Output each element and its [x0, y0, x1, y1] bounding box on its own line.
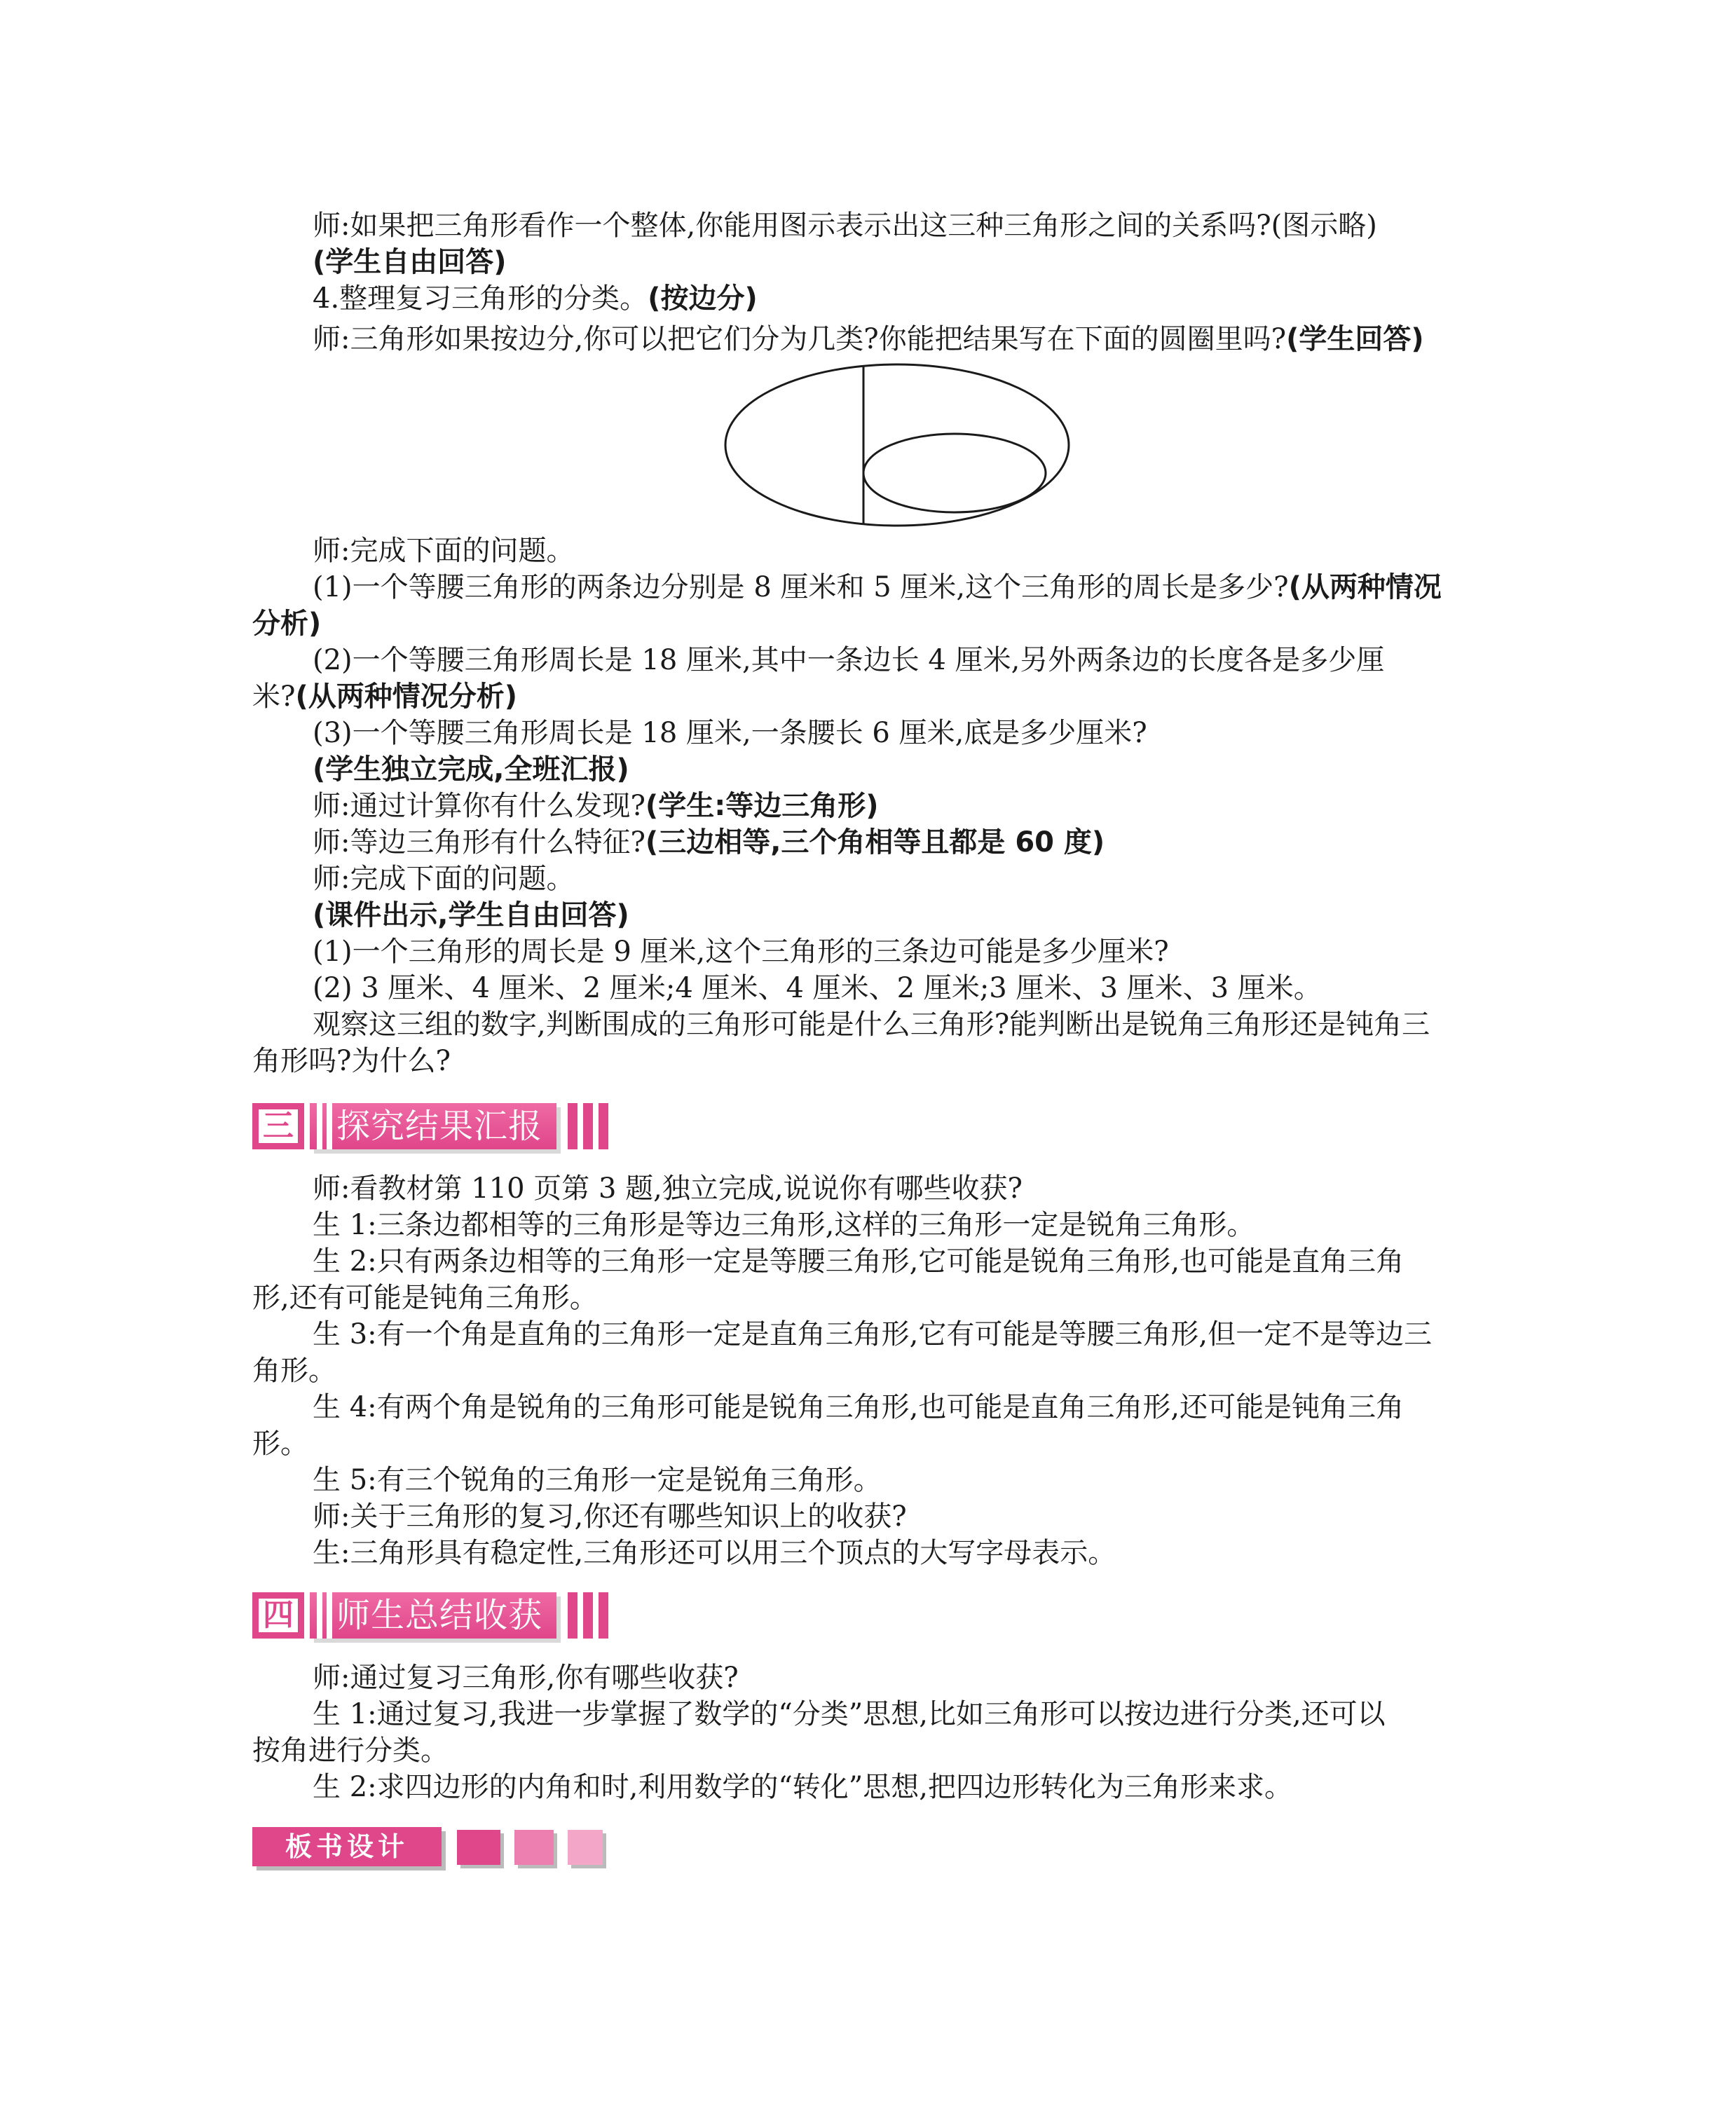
text-line: 师:看教材第 110 页第 3 题,独立完成,说说你有哪些收获?	[313, 1172, 1023, 1205]
bar-stripe	[317, 1103, 322, 1149]
section-number: 三	[257, 1107, 300, 1145]
classification-circle-diagram	[722, 361, 1072, 529]
text-fragment: 师:三角形如果按边分,你可以把它们分为几类?你能把结果写在下面的圆圈里吗?	[313, 323, 1287, 355]
text-line: 形。	[252, 1428, 308, 1460]
decor-square	[514, 1830, 554, 1865]
text-line: 生 1:通过复习,我进一步掌握了数学的“分类”思想,比如三角形可以按边进行分类,还可以	[313, 1698, 1386, 1730]
bar-stripe	[327, 1592, 332, 1639]
text-line: (学生自由回答)	[313, 246, 507, 278]
text-line: (1)一个三角形的周长是 9 厘米,这个三角形的三条边可能是多少厘米?	[313, 936, 1169, 968]
text-line: 角形吗?为什么?	[252, 1045, 451, 1077]
text-line: 角形。	[252, 1355, 336, 1387]
text-line: 分析)	[252, 608, 322, 640]
section-number: 四	[257, 1596, 300, 1634]
text-line: (课件出示,学生自由回答)	[313, 899, 629, 931]
inner-ellipse	[863, 434, 1046, 512]
text-line: 师:通过复习三角形,你有哪些收获?	[313, 1662, 739, 1694]
text-line: 师:如果把三角形看作一个整体,你能用图示表示出这三种三角形之间的关系吗?(图示略)	[313, 210, 1377, 242]
decor-square	[457, 1830, 500, 1865]
section-number-box	[252, 1103, 304, 1149]
section-header-3	[252, 1103, 635, 1149]
text-line: 生 1:三条边都相等的三角形是等边三角形,这样的三角形一定是锐角三角形。	[313, 1209, 1255, 1241]
text-line: 生 2:求四边形的内角和时,利用数学的“转化”思想,把四边形转化为三角形来求。	[313, 1771, 1292, 1803]
text-fragment: (从两种情况分析)	[295, 681, 518, 713]
text-line: (3)一个等腰三角形周长是 18 厘米,一条腰长 6 厘米,底是多少厘米?	[313, 717, 1147, 749]
text-fragment: (从两种情况	[1288, 571, 1442, 603]
section-title: 探究结果汇报	[336, 1107, 543, 1146]
text-line: 观察这三组的数字,判断围成的三角形可能是什么三角形?能判断出是锐角三角形还是钝角三	[313, 1008, 1430, 1041]
section-number-box	[252, 1592, 304, 1639]
text-line: 生 4:有两个角是锐角的三角形可能是锐角三角形,也可能是直角三角形,还可能是钝角三角	[313, 1391, 1404, 1423]
bar-stripe	[317, 1592, 322, 1639]
text-line: 按角进行分类。	[252, 1735, 449, 1767]
bar-tail	[599, 1103, 608, 1149]
decor-square	[568, 1830, 603, 1865]
bar-tail	[583, 1103, 593, 1149]
bar-stripe	[327, 1103, 332, 1149]
bar-tail	[599, 1592, 608, 1639]
text-line: (2) 3 厘米、4 厘米、2 厘米;4 厘米、4 厘米、2 厘米;3 厘米、3 厘米、3 厘米。	[313, 972, 1322, 1004]
section-title: 师生总结收获	[336, 1596, 543, 1635]
text-fragment: 米?	[252, 681, 296, 713]
text-line	[313, 569, 1442, 606]
text-line: 生 2:只有两条边相等的三角形一定是等腰三角形,它可能是锐角三角形,也可能是直角三角	[313, 1245, 1404, 1278]
text-line	[313, 788, 878, 824]
text-fragment: 4.整理复习三角形的分类。	[313, 282, 648, 315]
text-line: 师:完成下面的问题。	[313, 863, 575, 895]
board-design-header	[252, 1827, 617, 1872]
text-line: 生:三角形具有稳定性,三角形还可以用三个顶点的大写字母表示。	[313, 1537, 1116, 1569]
text-line: 生 5:有三个锐角的三角形一定是锐角三角形。	[313, 1464, 882, 1496]
text-line	[313, 280, 758, 317]
bar-tail	[568, 1103, 577, 1149]
text-fragment: (三边相等,三个角相等且都是 60 度)	[645, 826, 1105, 859]
text-fragment: (学生回答)	[1286, 323, 1424, 355]
section-header-4	[252, 1592, 635, 1639]
text-fragment: (学生:等边三角形)	[645, 790, 879, 822]
text-line	[252, 678, 517, 715]
bar-tail	[583, 1592, 593, 1639]
board-design-label: 板书设计	[252, 1827, 442, 1866]
text-line: (学生独立完成,全班汇报)	[313, 753, 629, 786]
text-line: 师:完成下面的问题。	[313, 535, 575, 567]
text-fragment: (1)一个等腰三角形的两条边分别是 8 厘米和 5 厘米,这个三角形的周长是多少?	[313, 571, 1289, 603]
bar-tail	[568, 1592, 577, 1639]
text-line	[313, 321, 1424, 357]
text-fragment: (按边分)	[648, 282, 758, 315]
text-line: 师:关于三角形的复习,你还有哪些知识上的收获?	[313, 1500, 907, 1533]
text-line: 生 3:有一个角是直角的三角形一定是直角三角形,它有可能是等腰三角形,但一定不是等边三	[313, 1318, 1433, 1350]
text-line: (2)一个等腰三角形周长是 18 厘米,其中一条边长 4 厘米,另外两条边的长度各是多少厘	[313, 644, 1385, 676]
text-fragment: 师:等边三角形有什么特征?	[313, 826, 645, 859]
text-line	[313, 824, 1105, 861]
text-line: 形,还有可能是钝角三角形。	[252, 1282, 598, 1314]
text-fragment: 师:通过计算你有什么发现?	[313, 790, 645, 822]
